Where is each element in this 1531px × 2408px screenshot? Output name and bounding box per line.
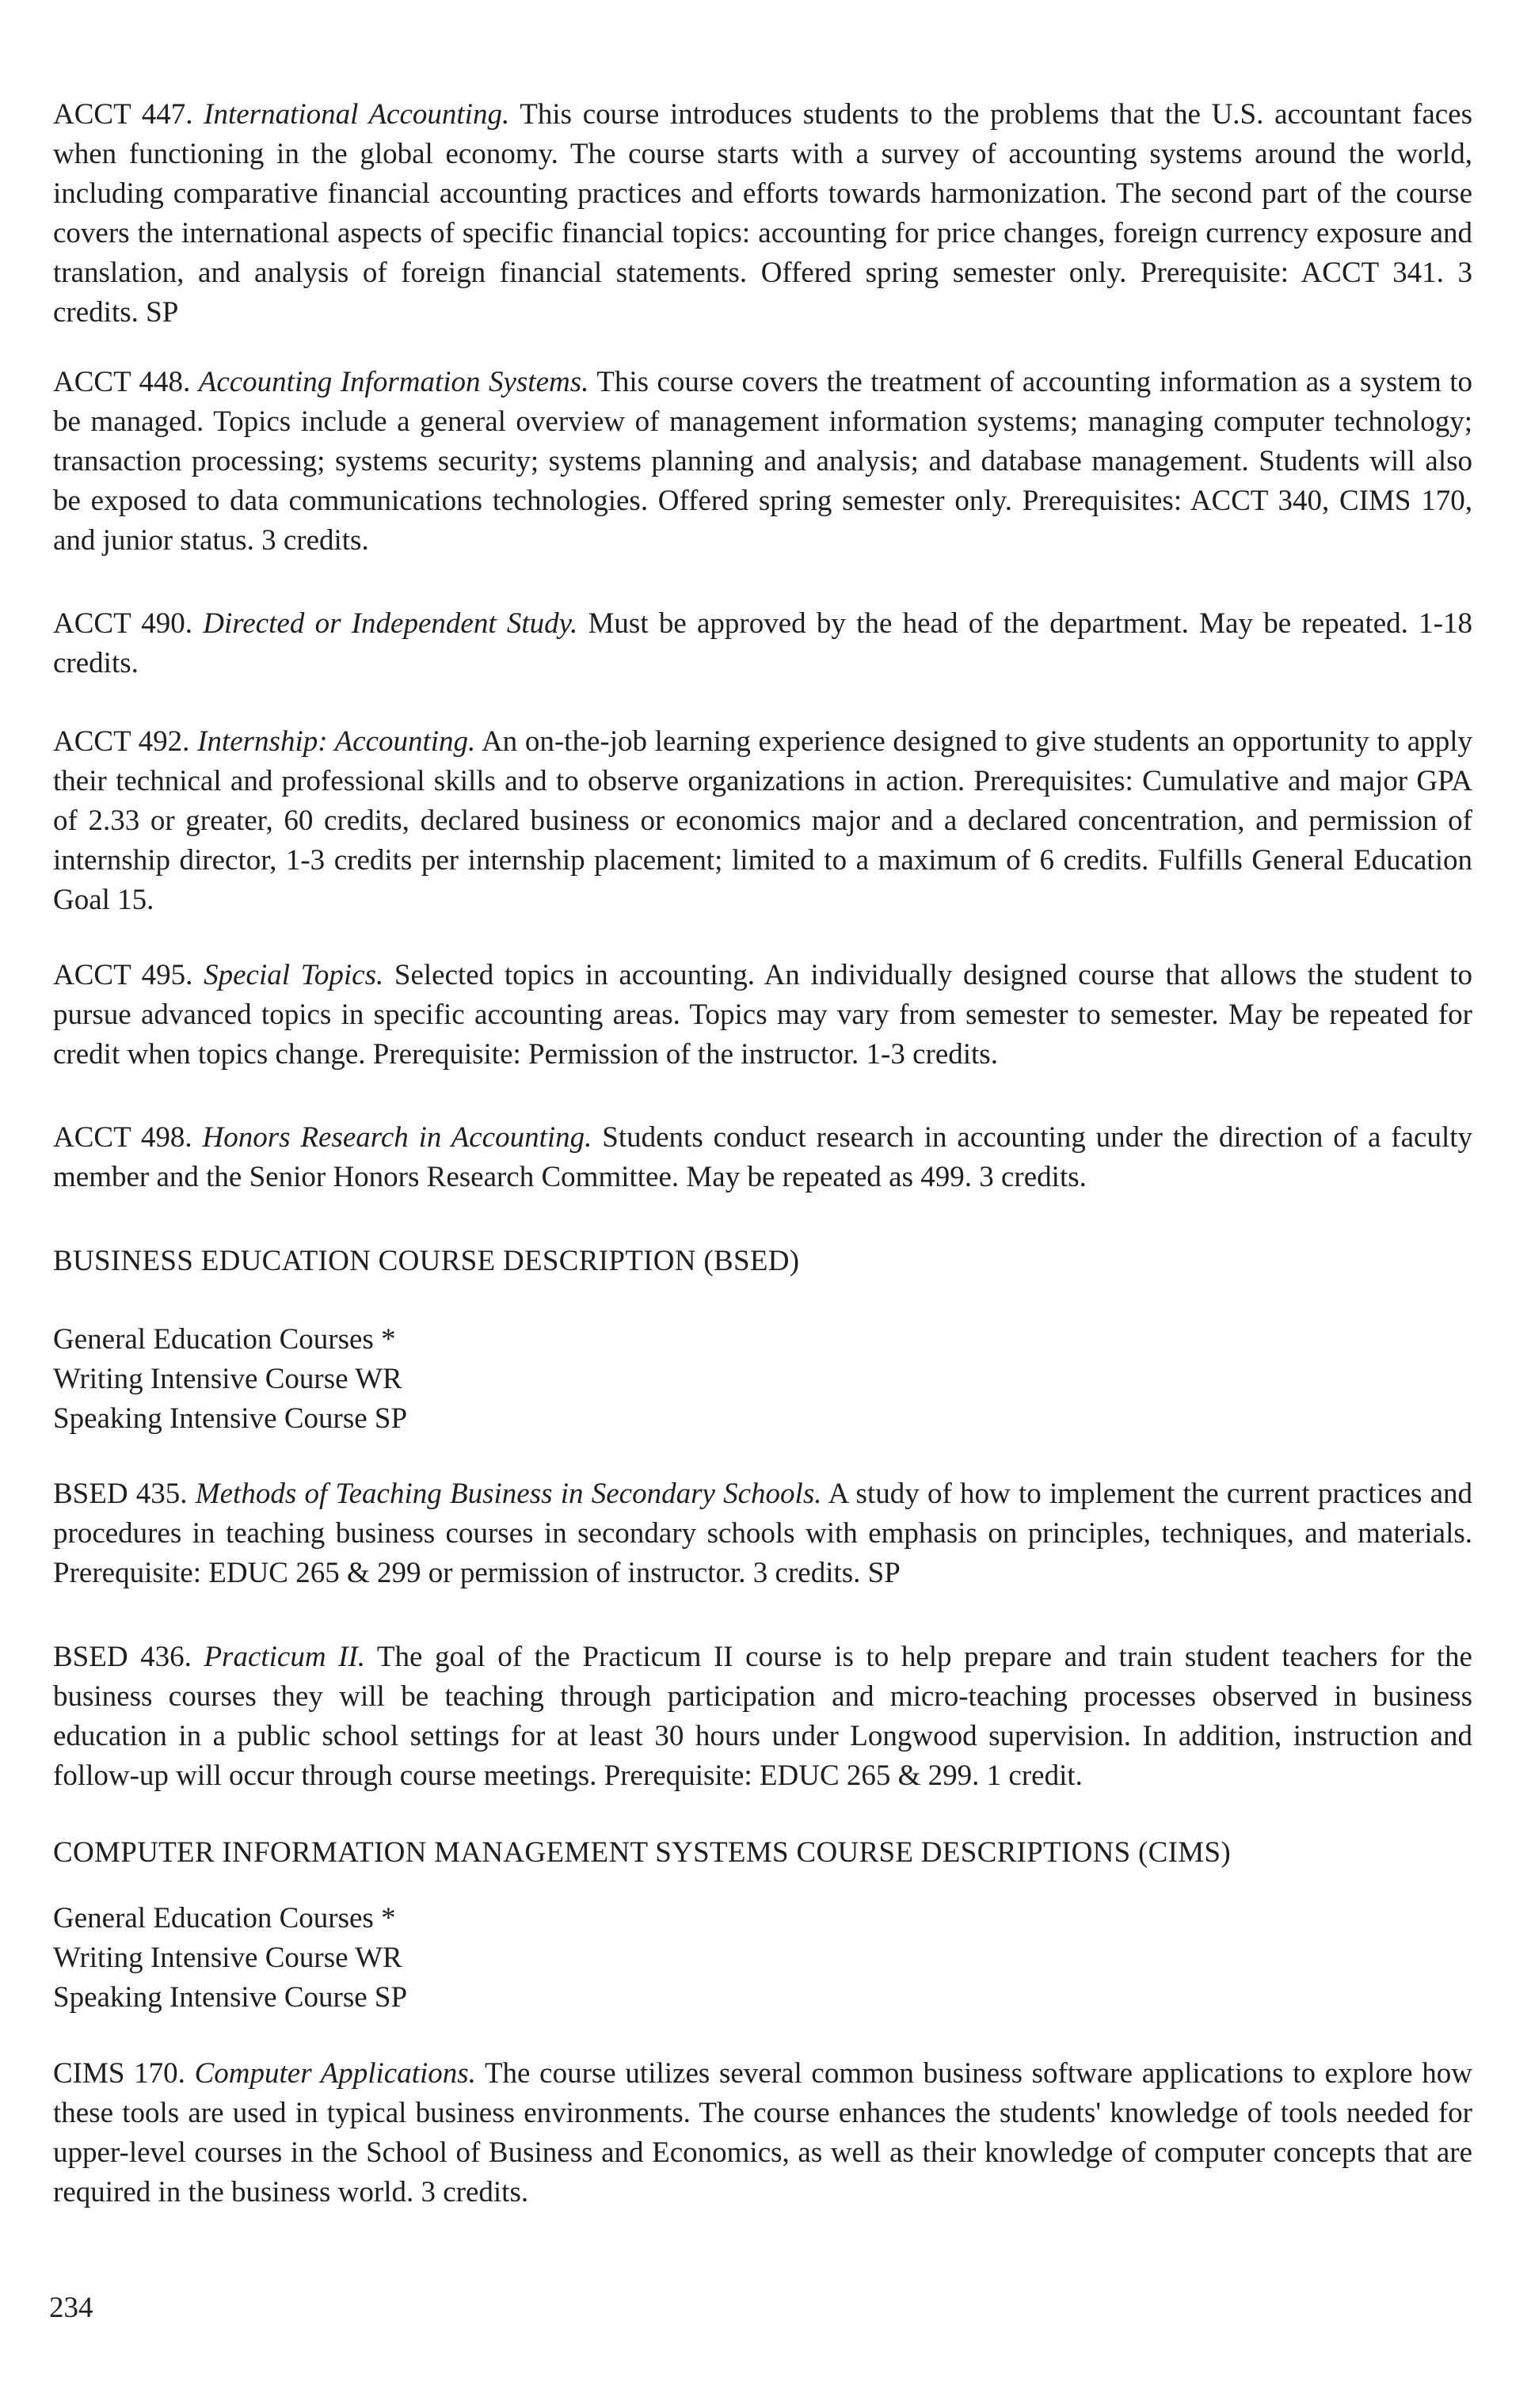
course-entry-bsed-435 xyxy=(53,1474,1472,1593)
legend-item: General Education Courses * xyxy=(53,1323,396,1356)
course-entry-acct-490 xyxy=(53,604,1472,683)
course-code: ACCT 447. xyxy=(53,98,193,131)
course-title: Practicum II. xyxy=(204,1641,366,1673)
course-description: Students conduct research in accounting under the direction of a faculty member and the Senior Honors Research Committee. May be repeated as 499. 3 credits. xyxy=(53,1121,1472,1193)
section-heading-cims: COMPUTER INFORMATION MANAGEMENT SYSTEMS COURSE DESCRIPTIONS (CIMS) xyxy=(53,1836,1231,1869)
course-code: ACCT 495. xyxy=(53,959,193,991)
course-code: ACCT 490. xyxy=(53,607,193,640)
course-code: ACCT 498. xyxy=(53,1121,192,1154)
course-title: International Accounting. xyxy=(204,98,510,131)
course-entry-acct-495 xyxy=(53,956,1472,1075)
course-code: BSED 436. xyxy=(53,1641,192,1673)
section-heading-bsed: BUSINESS EDUCATION COURSE DESCRIPTION (BSED) xyxy=(53,1245,800,1277)
course-code: CIMS 170. xyxy=(53,2057,185,2090)
course-entry-acct-448 xyxy=(53,363,1472,561)
course-entry-bsed-436 xyxy=(53,1638,1472,1796)
course-entry-acct-492 xyxy=(53,722,1472,920)
course-description: An on-the-job learning experience designed to give students an opportunity to apply their technical and professional skills and to observe organizations in action. Prerequisites: Cumulative and major GPA of 2.33 or greater, 60 credits, declared business or economics major and a declared concentration, and permission of internship director, 1-3 credits per internship placement; limited to a maximum of 6 credits. Fulfills General Education Goal 15. xyxy=(53,725,1472,916)
legend-item: General Education Courses * xyxy=(53,1902,396,1934)
legend-item: Writing Intensive Course WR xyxy=(53,1942,402,1974)
course-code: BSED 435. xyxy=(53,1478,188,1510)
course-title: Directed or Independent Study. xyxy=(203,607,578,640)
course-code: ACCT 448. xyxy=(53,366,191,398)
course-description: This course covers the treatment of accounting information as a system to be managed. Topics include a general overview of management information systems; managing computer technology; transaction processing; systems security; systems planning and analysis; and database management. Students will also be exposed to data communications technologies. Offered spring semester only. Prerequisites: ACCT 340, CIMS 170, and junior status. 3 credits. xyxy=(53,366,1472,557)
legend-item: Speaking Intensive Course SP xyxy=(53,1981,408,2014)
page-number: 234 xyxy=(49,2292,93,2324)
course-entry-acct-498 xyxy=(53,1118,1472,1197)
course-description: Selected topics in accounting. An individually designed course that allows the student to pursue advanced topics in specific accounting areas. Topics may vary from semester to semester. May be repeated for credit when topics change. Prerequisite: Permission of the instructor. 1-3 credits. xyxy=(53,959,1473,1071)
course-entry-acct-447 xyxy=(53,95,1472,333)
course-description: This course introduces students to the problems that the U.S. accountant faces when functioning in the global economy. The course starts with a survey of accounting systems around the world, including comparative financial accounting practices and efforts towards harmonization. The second part of the course covers the international aspects of specific financial topics: accounting for price changes, foreign currency exposure and translation, and analysis of foreign financial statements. Offered spring semester only. Prerequisite: ACCT 341. 3 credits. SP xyxy=(53,98,1472,329)
legend-item: Writing Intensive Course WR xyxy=(53,1363,402,1395)
course-code: ACCT 492. xyxy=(53,725,190,758)
course-description: Must be approved by the head of the department. May be repeated. 1-18 credits. xyxy=(53,607,1472,679)
course-title: Special Topics. xyxy=(204,959,384,991)
course-description: The course utilizes several common business software applications to explore how these tools are used in typical business environments. The course enhances the students' knowledge of tools needed for upper-level courses in the School of Business and Economics, as well as their knowledge of computer concepts that are required in the business world. 3 credits. xyxy=(53,2057,1473,2208)
course-title: Internship: Accounting. xyxy=(197,725,476,758)
course-description: The goal of the Practicum II course is to help prepare and train student teachers for the business courses they will be teaching through participation and micro-teaching processes observed in business education in a public school settings for at least 30 hours under Longwood supervision. In addition, instruction and follow-up will occur through course meetings. Prerequisite: EDUC 265 & 299. 1 credit. xyxy=(53,1641,1472,1792)
course-entry-cims-170 xyxy=(53,2054,1472,2212)
course-title: Honors Research in Accounting. xyxy=(202,1121,592,1154)
legend-item: Speaking Intensive Course SP xyxy=(53,1402,408,1435)
legend-list-cims xyxy=(53,1899,407,2018)
course-title: Methods of Teaching Business in Secondary Schools. xyxy=(195,1478,822,1510)
legend-list-bsed xyxy=(53,1320,407,1439)
course-title: Accounting Information Systems. xyxy=(198,366,589,398)
course-title: Computer Applications. xyxy=(194,2057,476,2090)
course-description: A study of how to implement the current practices and procedures in teaching business courses in secondary schools with emphasis on principles, techniques, and materials. Prerequisite: EDUC 265 & 299 or permission of instructor. 3 credits. SP xyxy=(53,1478,1472,1589)
